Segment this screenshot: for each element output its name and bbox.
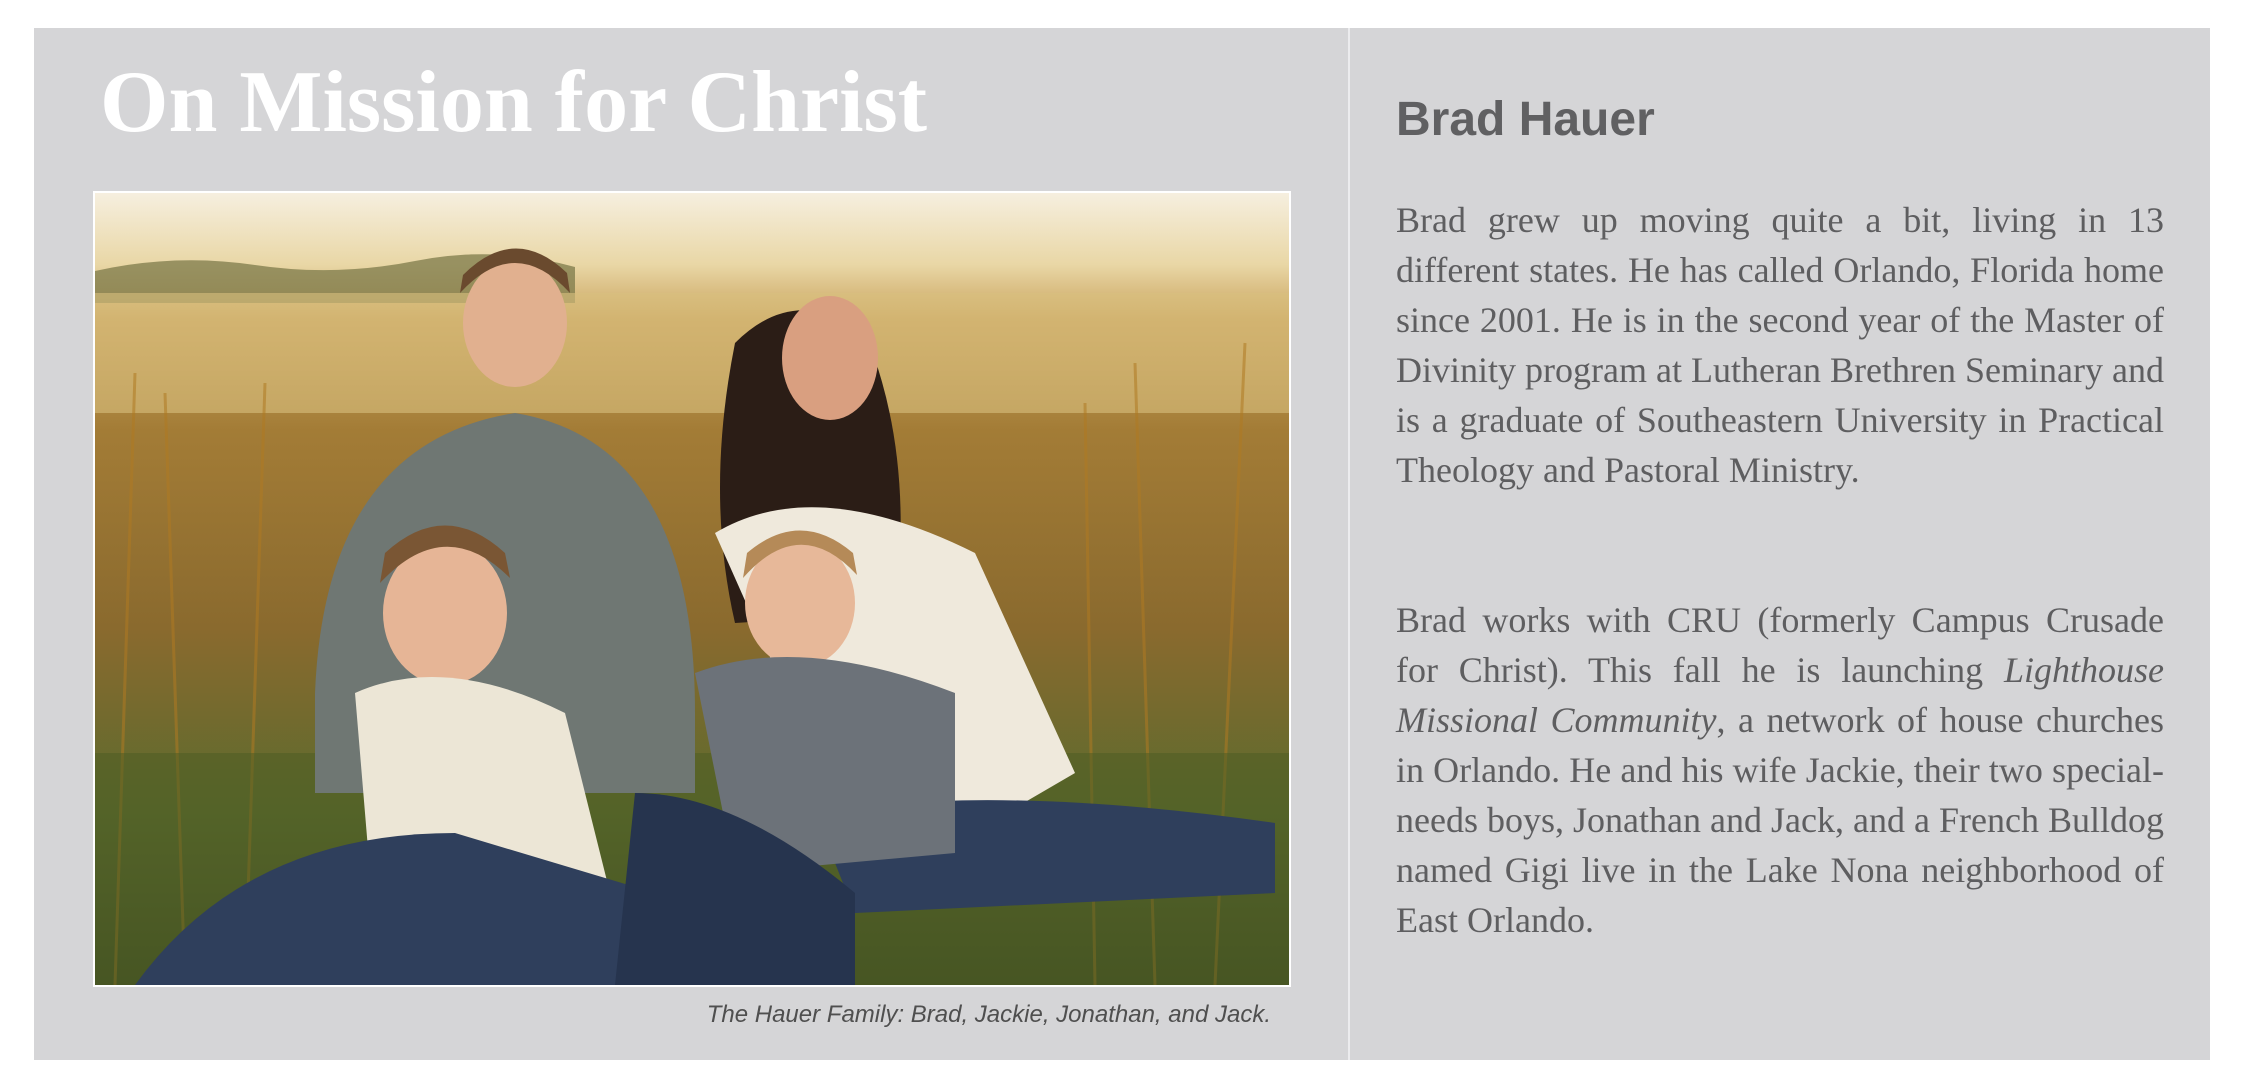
- bio-paragraph-2-end: , a network of house churches in Orlando. He and his wife Jackie, their two special-needs boys, Jonathan and Jack, and a French Bulldog named Gigi live in the Lake Nona neighborhood of East Orlando.: [1396, 700, 2164, 940]
- column-divider: [1348, 28, 1350, 1060]
- bio-paragraph-1: Brad grew up moving quite a bit, living in 13 different states. He has called Orlando, Florida home since 2001. He is in the second year of the Master of Divinity program at Lutheran Brethren Seminary and is a graduate of Southeastern University in Practical Theology and Pastoral Ministry.: [1396, 200, 2164, 490]
- family-photo: [95, 193, 1289, 985]
- page-title: On Mission for Christ: [100, 54, 928, 151]
- profile-name-heading: Brad Hauer: [1396, 93, 1655, 146]
- bio-paragraph-2-start: Brad works with CRU (formerly Campus Crusade for Christ). This fall he is launching: [1396, 600, 2164, 690]
- photo-caption: The Hauer Family: Brad, Jackie, Jonathan, and Jack.: [706, 1001, 1271, 1028]
- ministry-name: Lighthouse Missional Community: [1396, 650, 2164, 740]
- bio-paragraph-2: [1396, 595, 2164, 945]
- article-card: [34, 28, 2210, 1060]
- family-photo-frame: [93, 191, 1291, 987]
- family-photo-illustration: [95, 193, 1289, 985]
